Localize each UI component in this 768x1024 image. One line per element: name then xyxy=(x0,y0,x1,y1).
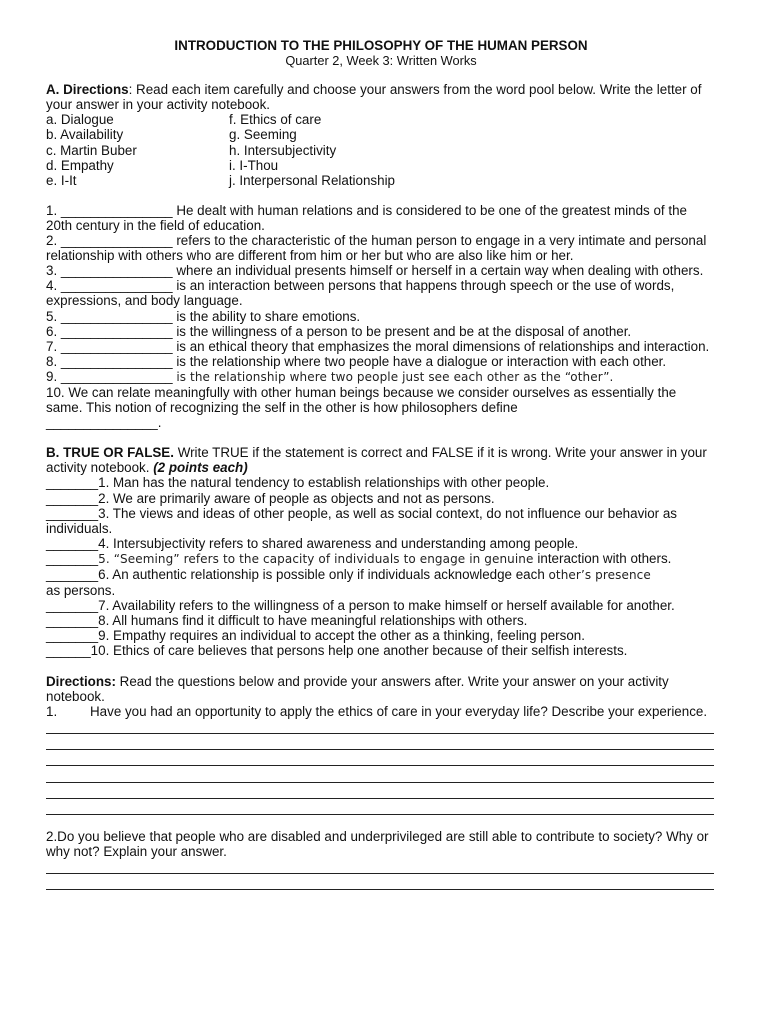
true-false-item-5 xyxy=(46,551,716,567)
word-pool-item: f. Ethics of care xyxy=(229,112,322,128)
part-a-item: 1. _______________ He dealt with human relations and is considered to be one of the greatest minds of the 20th century in the field of education. xyxy=(46,202,687,233)
part-a-item: 4. _______________ is an interaction between persons that happens through speech or the use of words, expressions, and body language. xyxy=(46,278,675,309)
part-a-item: 7. _______________ is an ethical theory that emphasizes the moral dimensions of relationships and interaction. xyxy=(46,338,710,354)
essay-question-2: 2.Do you believe that people who are disabled and underprivileged are still able to contribute to society? Why or why not? Explain your answer. xyxy=(46,828,709,859)
part-a-item: 3. _______________ where an individual presents himself or herself in a certain way when dealing with others. xyxy=(46,263,704,279)
item-6-rest: as persons. xyxy=(46,583,116,599)
item-5-rest: interaction with others. xyxy=(537,550,672,566)
item-9-text: is the relationship where two people just see each other as the “other”. xyxy=(176,369,614,384)
part-a-item: 6. _______________ is the willingness of a person to be present and be at the disposal of another. xyxy=(46,323,632,339)
part-a-item: 2. _______________ refers to the characteristic of the human person to engage in a very intimate and personal relationship with others who are different from him or her but who are also like him or her. xyxy=(46,233,707,264)
part-a-item: 5. _______________ is the ability to share emotions. xyxy=(46,308,361,324)
question-text: Have you had an opportunity to apply the ethics of care in your everyday life? Describe your experience. xyxy=(90,703,708,719)
true-false-item: _______9. Empathy requires an individual to accept the other as a thinking, feeling person. xyxy=(46,628,585,644)
part-a-directions xyxy=(46,82,716,112)
item-9-blank: 9. _______________ xyxy=(46,368,177,384)
item-6-alt: other’s presence xyxy=(548,568,651,582)
part-c-directions xyxy=(46,674,716,704)
part-a-item-10 xyxy=(46,385,716,430)
answer-line xyxy=(46,735,714,750)
part-a-item-9 xyxy=(46,369,716,385)
word-pool xyxy=(46,112,716,187)
answer-lines-2 xyxy=(46,859,716,890)
page-title: INTRODUCTION TO THE PHILOSOPHY OF THE HUMAN PERSON xyxy=(174,38,588,53)
true-false-item: _______8. All humans find it difficult to have meaningful relationships with others. xyxy=(46,613,528,629)
true-false-item: _______7. Availability refers to the willingness of a person to make himself or herself available for another. xyxy=(46,598,675,614)
answer-lines-1 xyxy=(46,719,716,815)
word-pool-item: b. Availability xyxy=(46,127,124,143)
spacer xyxy=(46,659,716,674)
spacer xyxy=(46,817,716,829)
word-pool-item: a. Dialogue xyxy=(46,112,114,128)
question-number: 1. xyxy=(46,703,58,719)
spacer xyxy=(46,188,716,203)
part-a-label: A. Directions xyxy=(46,82,129,98)
essay-question-1 xyxy=(46,704,716,719)
item-5-text: 5. “Seeming” refers to the capacity of individuals to engage in genuine xyxy=(98,551,538,566)
word-pool-item: c. Martin Buber xyxy=(46,142,137,158)
word-pool-item: g. Seeming xyxy=(229,127,297,143)
item-5-blank: _______ xyxy=(46,550,99,566)
part-a-instruction: : Read each item carefully and choose your answers from the word pool below. Write the letter of your answer in your activity notebook. xyxy=(46,82,702,113)
word-pool-item: e. I-It xyxy=(46,172,77,188)
answer-line xyxy=(46,875,714,890)
answer-line xyxy=(46,800,714,815)
part-c-label: Directions: xyxy=(46,673,116,689)
true-false-item: _______4. Intersubjectivity refers to shared awareness and understanding among people. xyxy=(46,535,579,551)
word-pool-item: i. I-Thou xyxy=(229,157,279,173)
part-c-instruction: Read the questions below and provide your answers after. Write your answer on your activity notebook. xyxy=(46,673,669,704)
true-false-item-6 xyxy=(46,567,716,598)
spacer xyxy=(46,430,716,445)
answer-line xyxy=(46,719,714,734)
true-false-item: _______2. We are primarily aware of people as objects and not as persons. xyxy=(46,490,495,506)
part-b-directions xyxy=(46,445,716,475)
true-false-item: ______10. Ethics of care believes that persons help one another because of their selfish interests. xyxy=(46,643,628,659)
part-b-instruction: Write TRUE if the statement is correct and FALSE if it is wrong. Write your answer in your activity notebook. xyxy=(46,445,707,476)
item-10-blank: _______________. xyxy=(46,415,162,431)
part-b-points: (2 points each) xyxy=(153,460,248,476)
true-false-item: _______1. Man has the natural tendency to establish relationships with other people. xyxy=(46,475,550,491)
item-10-text: 10. We can relate meaningfully with other human beings because we consider ourselves as essentially the same. This notion of recognizing the self in the other is how philosophers define xyxy=(46,384,677,416)
answer-line xyxy=(46,859,714,874)
word-pool-item: j. Interpersonal Relationship xyxy=(229,172,395,188)
answer-line xyxy=(46,751,714,766)
page-subtitle: Quarter 2, Week 3: Written Works xyxy=(285,53,477,69)
answer-line xyxy=(46,768,714,783)
part-a-item: 8. _______________ is the relationship where two people have a dialogue or interaction with each other. xyxy=(46,353,667,369)
word-pool-item: h. Intersubjectivity xyxy=(229,142,337,158)
word-pool-item: d. Empathy xyxy=(46,157,114,173)
true-false-item: _______3. The views and ideas of other people, as well as social context, do not influence our behavior as individuals. xyxy=(46,505,678,536)
part-b-label: B. TRUE OR FALSE. xyxy=(46,445,174,461)
item-6-text: _______6. An authentic relationship is possible only if individuals acknowledge each xyxy=(46,567,549,582)
answer-line xyxy=(46,784,714,799)
